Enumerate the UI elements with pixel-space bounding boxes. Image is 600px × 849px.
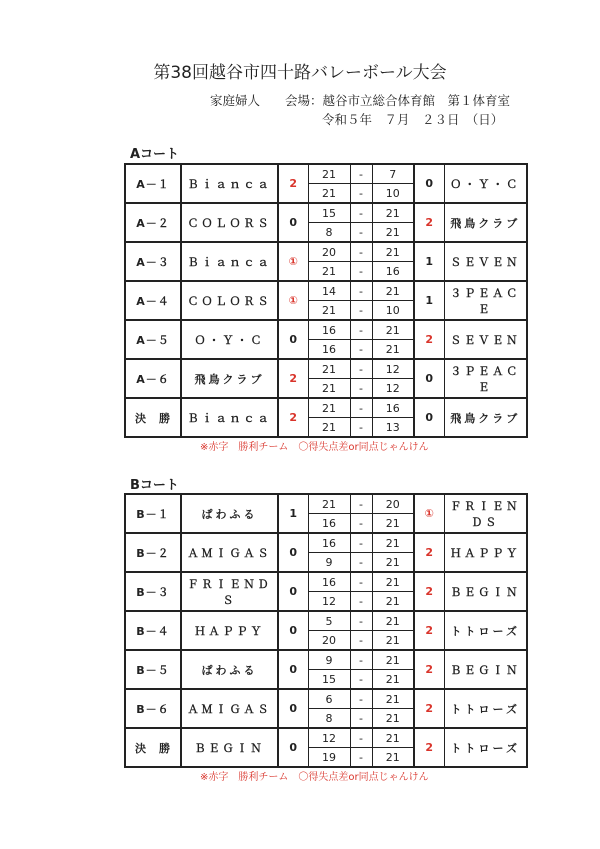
- left-team: ＡＭＩＧＡＳ: [181, 533, 278, 572]
- left-sets-won: 0: [278, 533, 308, 572]
- left-team: Ｂｉａｎｃａ: [181, 242, 278, 281]
- score-separator: -: [350, 359, 372, 379]
- court-b-title: Bコート: [130, 478, 179, 493]
- right-team: ３ＰＥＡＣＥ: [450, 364, 521, 394]
- set2-right-score: 12: [372, 379, 414, 399]
- match-row: [125, 611, 527, 631]
- right-sets-won: 1: [414, 242, 444, 281]
- set2-right-score: 21: [372, 748, 414, 768]
- match-id: B－１: [125, 494, 181, 533]
- left-sets-won: 0: [278, 320, 308, 359]
- set2-left-score: 16: [308, 514, 350, 534]
- set2-right-score: 16: [372, 262, 414, 282]
- left-sets-won: 1: [278, 494, 308, 533]
- set1-right-score: 21: [372, 611, 414, 631]
- category-venue-line: [210, 91, 510, 109]
- match-row: [125, 728, 527, 748]
- score-separator: -: [350, 533, 372, 553]
- score-separator: -: [350, 281, 372, 301]
- left-sets-won: 0: [278, 611, 308, 650]
- match-id: A－２: [125, 203, 181, 242]
- set1-left-score: 20: [308, 242, 350, 262]
- left-team: 飛鳥クラブ: [181, 359, 278, 398]
- venue-label: 会場：越谷市立総合体育館 第１体育室: [285, 93, 511, 108]
- set1-left-score: 12: [308, 728, 350, 748]
- score-separator: -: [350, 631, 372, 651]
- match-id: B－２: [125, 533, 181, 572]
- left-team: ＢＥＧＩＮ: [181, 728, 278, 767]
- left-team: ＣＯＬＯＲＳ: [181, 203, 278, 242]
- right-sets-won: 2: [414, 320, 444, 359]
- left-sets-won: 0: [278, 572, 308, 611]
- match-row: [125, 650, 527, 670]
- set2-left-score: 19: [308, 748, 350, 768]
- score-separator: -: [350, 398, 372, 418]
- score-separator: -: [350, 320, 372, 340]
- set2-left-score: 21: [308, 379, 350, 399]
- set1-left-score: 16: [308, 572, 350, 592]
- score-separator: -: [350, 242, 372, 262]
- left-sets-won: 0: [278, 203, 308, 242]
- score-separator: -: [350, 611, 372, 631]
- match-row: [125, 281, 527, 301]
- set1-right-score: 20: [372, 494, 414, 514]
- match-row: [125, 398, 527, 418]
- left-team: ＣＯＬＯＲＳ: [181, 281, 278, 320]
- match-row: [125, 164, 527, 184]
- match-id: B－５: [125, 650, 181, 689]
- set1-right-score: 7: [372, 164, 414, 184]
- left-sets-won: ①: [278, 281, 308, 320]
- court-b-table: [124, 493, 528, 768]
- set2-right-score: 21: [372, 709, 414, 729]
- set1-right-score: 21: [372, 203, 414, 223]
- score-separator: -: [350, 670, 372, 690]
- left-team: ぱわふる: [181, 650, 278, 689]
- set1-left-score: 21: [308, 359, 350, 379]
- set2-left-score: 9: [308, 553, 350, 573]
- match-id: 決 勝: [125, 398, 181, 437]
- match-row: [125, 533, 527, 553]
- set1-left-score: 21: [308, 164, 350, 184]
- set2-right-score: 21: [372, 670, 414, 690]
- left-team: ＦＲＩＥＮＤＳ: [181, 572, 278, 611]
- right-sets-won: 2: [414, 533, 444, 572]
- set2-right-score: 13: [372, 418, 414, 438]
- score-separator: -: [350, 164, 372, 184]
- right-sets-won: 1: [414, 281, 444, 320]
- right-sets-won: 2: [414, 203, 444, 242]
- set1-left-score: 5: [308, 611, 350, 631]
- right-team: ＨＡＰＰＹ: [450, 546, 521, 560]
- score-separator: -: [350, 553, 372, 573]
- court-a-table: [124, 163, 528, 438]
- court-b-note: ※赤字 勝利チーム 〇得失点差or同点じゃんけん: [200, 772, 429, 783]
- score-separator: -: [350, 203, 372, 223]
- date-label: 令和５年 ７月 ２３日 （日）: [322, 112, 504, 127]
- match-row: [125, 689, 527, 709]
- left-sets-won: ①: [278, 242, 308, 281]
- set1-right-score: 21: [372, 281, 414, 301]
- set2-left-score: 21: [308, 184, 350, 204]
- right-team: Ｏ・Ｙ・Ｃ: [450, 177, 521, 191]
- set1-right-score: 21: [372, 572, 414, 592]
- right-team: トトローズ: [450, 741, 520, 755]
- set1-left-score: 9: [308, 650, 350, 670]
- score-separator: -: [350, 184, 372, 204]
- right-team: ＳＥＶＥＮ: [450, 255, 521, 269]
- right-sets-won: 2: [414, 650, 444, 689]
- right-team: ＦＲＩＥＮＤＳ: [450, 499, 521, 529]
- right-team: 飛鳥クラブ: [450, 216, 521, 230]
- match-row: [125, 494, 527, 514]
- set1-right-score: 21: [372, 320, 414, 340]
- category-label: 家庭婦人: [210, 93, 261, 108]
- court-a-note: ※赤字 勝利チーム 〇得失点差or同点じゃんけん: [200, 442, 429, 453]
- right-sets-won: 2: [414, 728, 444, 767]
- set2-left-score: 8: [308, 709, 350, 729]
- right-sets-won: 2: [414, 572, 444, 611]
- set2-right-score: 21: [372, 340, 414, 360]
- right-team: ＳＥＶＥＮ: [450, 333, 521, 347]
- score-separator: -: [350, 418, 372, 438]
- score-separator: -: [350, 650, 372, 670]
- match-id: B－６: [125, 689, 181, 728]
- set2-right-score: 10: [372, 301, 414, 321]
- left-team: ぱわふる: [181, 494, 278, 533]
- left-team: Ｂｉａｎｃａ: [181, 398, 278, 437]
- left-sets-won: 0: [278, 728, 308, 767]
- match-row: [125, 242, 527, 262]
- score-separator: -: [350, 379, 372, 399]
- set2-left-score: 21: [308, 418, 350, 438]
- set1-left-score: 16: [308, 320, 350, 340]
- set1-right-score: 21: [372, 242, 414, 262]
- set1-right-score: 21: [372, 728, 414, 748]
- right-sets-won: 2: [414, 689, 444, 728]
- set2-left-score: 12: [308, 592, 350, 612]
- score-separator: -: [350, 301, 372, 321]
- match-row: [125, 320, 527, 340]
- left-team: ＨＡＰＰＹ: [181, 611, 278, 650]
- set2-right-score: 10: [372, 184, 414, 204]
- left-sets-won: 2: [278, 398, 308, 437]
- set1-left-score: 6: [308, 689, 350, 709]
- left-team: Ｂｉａｎｃａ: [181, 164, 278, 203]
- set1-right-score: 21: [372, 689, 414, 709]
- match-id: A－５: [125, 320, 181, 359]
- right-sets-won: 0: [414, 398, 444, 437]
- left-team: Ｏ・Ｙ・Ｃ: [181, 320, 278, 359]
- score-separator: -: [350, 340, 372, 360]
- score-separator: -: [350, 689, 372, 709]
- match-id: B－４: [125, 611, 181, 650]
- left-sets-won: 2: [278, 164, 308, 203]
- match-id: A－１: [125, 164, 181, 203]
- right-sets-won: 0: [414, 359, 444, 398]
- left-sets-won: 0: [278, 689, 308, 728]
- set1-left-score: 21: [308, 398, 350, 418]
- score-separator: -: [350, 262, 372, 282]
- score-separator: -: [350, 592, 372, 612]
- match-row: [125, 359, 527, 379]
- right-team: ＢＥＧＩＮ: [450, 585, 521, 599]
- set1-left-score: 15: [308, 203, 350, 223]
- left-team: ＡＭＩＧＡＳ: [181, 689, 278, 728]
- set2-right-score: 21: [372, 592, 414, 612]
- court-a-title: Aコート: [130, 147, 180, 162]
- match-id: A－４: [125, 281, 181, 320]
- right-sets-won: 2: [414, 611, 444, 650]
- right-team: ＢＥＧＩＮ: [450, 663, 521, 677]
- score-separator: -: [350, 709, 372, 729]
- match-id: 決 勝: [125, 728, 181, 767]
- set2-left-score: 21: [308, 262, 350, 282]
- match-id: A－３: [125, 242, 181, 281]
- right-sets-won: 0: [414, 164, 444, 203]
- match-row: [125, 572, 527, 592]
- set2-right-score: 21: [372, 223, 414, 243]
- score-separator: -: [350, 728, 372, 748]
- set1-left-score: 14: [308, 281, 350, 301]
- right-team: ３ＰＥＡＣＥ: [450, 286, 521, 316]
- left-sets-won: 0: [278, 650, 308, 689]
- set2-left-score: 8: [308, 223, 350, 243]
- right-team: トトローズ: [450, 624, 520, 638]
- set2-right-score: 21: [372, 631, 414, 651]
- score-separator: -: [350, 494, 372, 514]
- set2-right-score: 21: [372, 553, 414, 573]
- right-sets-won: ①: [414, 494, 444, 533]
- match-row: [125, 203, 527, 223]
- score-separator: -: [350, 572, 372, 592]
- set2-left-score: 15: [308, 670, 350, 690]
- right-team: 飛鳥クラブ: [450, 411, 521, 425]
- match-id: A－６: [125, 359, 181, 398]
- set1-right-score: 21: [372, 533, 414, 553]
- set2-left-score: 20: [308, 631, 350, 651]
- set2-left-score: 16: [308, 340, 350, 360]
- left-sets-won: 2: [278, 359, 308, 398]
- page-title: 第38回越谷市四十路バレーボール大会: [153, 63, 447, 83]
- score-separator: -: [350, 223, 372, 243]
- set2-left-score: 21: [308, 301, 350, 321]
- set1-right-score: 16: [372, 398, 414, 418]
- score-separator: -: [350, 514, 372, 534]
- set1-right-score: 12: [372, 359, 414, 379]
- set2-right-score: 21: [372, 514, 414, 534]
- match-id: B－３: [125, 572, 181, 611]
- set1-left-score: 16: [308, 533, 350, 553]
- set1-right-score: 21: [372, 650, 414, 670]
- set1-left-score: 21: [308, 494, 350, 514]
- right-team: トトローズ: [450, 702, 520, 716]
- score-separator: -: [350, 748, 372, 768]
